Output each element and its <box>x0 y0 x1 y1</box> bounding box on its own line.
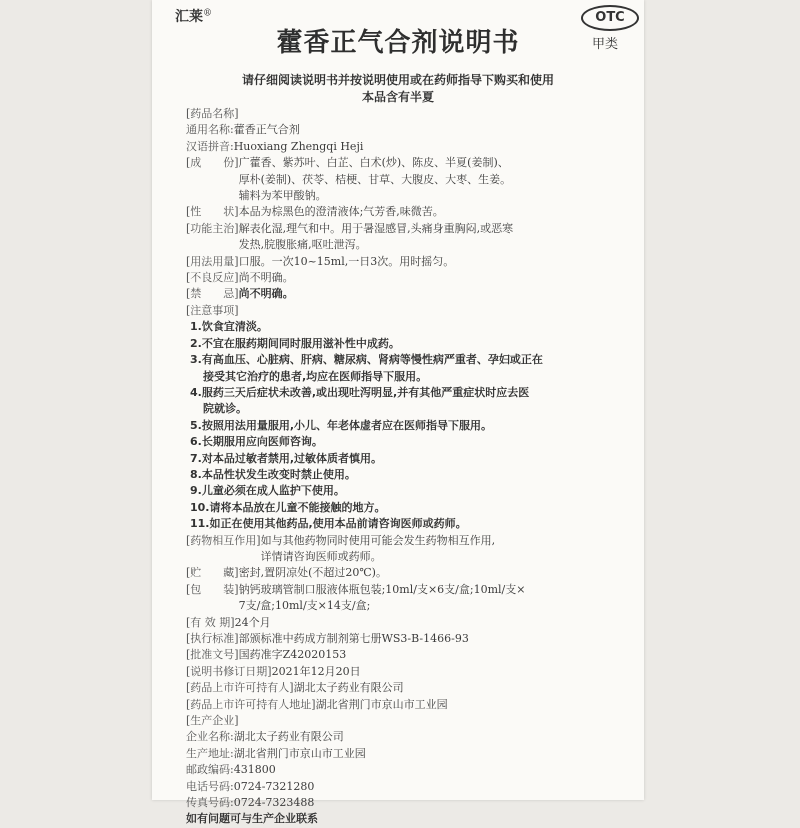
note-item: 8.本品性状发生改变时禁止使用。 <box>190 467 356 481</box>
note-item: 2.不宜在服药期间同时服用滋补性中成药。 <box>190 336 400 350</box>
package-row: [包 装] 钠钙玻璃管制口服液体瓶包装;10ml/支×6支/盒;10ml/支× 7支/盒;10ml/支×14支/盒; <box>186 582 526 613</box>
leaflet-sheet <box>152 0 644 826</box>
otc-badge: OTC <box>581 5 639 31</box>
notes-header: [注意事项] <box>186 303 239 317</box>
footer-contact-note: 如有问题可与生产企业联系 <box>186 812 318 826</box>
note-item: 6.长期服用应向医师咨询。 <box>190 435 323 449</box>
adverse-row: [不良反应] 尚不明确。 <box>186 271 294 285</box>
brand-name: 汇莱 <box>175 9 203 25</box>
instruction-line: 本品含有半夏 <box>361 90 434 104</box>
note-item: 10.请将本品放在儿童不能接触的地方。 <box>190 500 386 514</box>
interaction-row: [药物相互作用] 如与其他药物同时使用可能会发生药物相互作用, 详情请咨询医师或药师。 <box>186 533 496 563</box>
drug-name-header: [药品名称] <box>186 107 239 120</box>
note-item: 3.有高血压、心脏病、肝病、糖尿病、肾病等慢性病严重者、孕妇或正在 接受其它治疗的患者,均应在医师指导下服用。 <box>190 353 543 383</box>
generic-name-row: 通用名称: 藿香正气合剂 <box>186 123 300 137</box>
pinyin-row: 汉语拼音: Huoxiang Zhengqi Heji <box>186 139 364 153</box>
phone-row: 电话号码: 0724-7321280 <box>186 779 315 793</box>
note-item: 7.对本品过敏者禁用,过敏体质者慎用。 <box>190 451 383 465</box>
instruction-line: 请仔细阅读说明书并按说明使用或在药师指导下购买和使用 <box>241 73 554 87</box>
validity-row: [有 效 期] 24个月 <box>186 615 271 629</box>
note-item: 1.饮食宜清淡。 <box>190 320 268 334</box>
holder-address-row: [药品上市许可持有人地址] 湖北省荆门市京山市工业园 <box>186 697 448 711</box>
note-item: 4.服药三天后症状未改善,或出现吐泻明显,并有其他严重症状时应去医 院就诊。 <box>190 385 530 416</box>
note-item: 11.如正在使用其他药品,使用本品前请咨询医师或药师。 <box>190 517 467 531</box>
approval-row: [批准文号] 国药准字Z42020153 <box>186 648 347 662</box>
leaflet-body <box>186 106 638 828</box>
storage-row: [贮 藏] 密封,置阴凉处(不超过20℃)。 <box>186 566 387 580</box>
note-item: 5.按照用法用量服用,小儿、年老体虚者应在医师指导下服用。 <box>190 418 493 432</box>
document-title: 藿香正气合剂说明书 <box>276 28 520 58</box>
note-item: 9.儿童必须在成人监护下使用。 <box>190 484 345 498</box>
holder-row: [药品上市许可持有人] 湖北太子药业有限公司 <box>186 681 404 695</box>
instructions-block <box>152 72 644 106</box>
standard-row: [执行标准] 部颁标准中药成方制剂第七册WS3-B-1466-93 <box>186 632 469 645</box>
manufacturer-header: [生产企业] <box>186 714 239 728</box>
contraindication-row: [禁 忌] 尚不明确。 <box>186 287 294 301</box>
function-row: [功能主治] 解表化湿,理气和中。用于暑湿感冒,头痛身重胸闷,或恶寒 发热,脘腹胀痛,呕吐泄泻。 <box>186 221 514 252</box>
otc-class-label: 甲类 <box>592 37 619 52</box>
registered-mark: ® <box>203 8 212 19</box>
postcode-row: 邮政编码: 431800 <box>186 763 276 777</box>
company-row: 企业名称: 湖北太子药业有限公司 <box>186 730 344 744</box>
address-row: 生产地址: 湖北省荆门市京山市工业园 <box>186 746 366 760</box>
fax-row: 传真号码: 0724-7323488 <box>186 796 315 810</box>
property-row: [性 状] 本品为棕黑色的澄清液体;气芳香,味微苦。 <box>186 205 444 219</box>
usage-row: [用法用量] 口服。一次10~15ml,一日3次。用时摇匀。 <box>186 254 455 268</box>
revision-row: [说明书修订日期] 2021年12月20日 <box>186 664 361 678</box>
ingredients-row: [成 份] 广藿香、紫苏叶、白芷、白术(炒)、陈皮、半夏(姜制)、 厚朴(姜制)、茯苓、桔梗、甘草、大腹皮、大枣、生姜。 辅料为苯甲酸钠。 <box>186 156 512 203</box>
